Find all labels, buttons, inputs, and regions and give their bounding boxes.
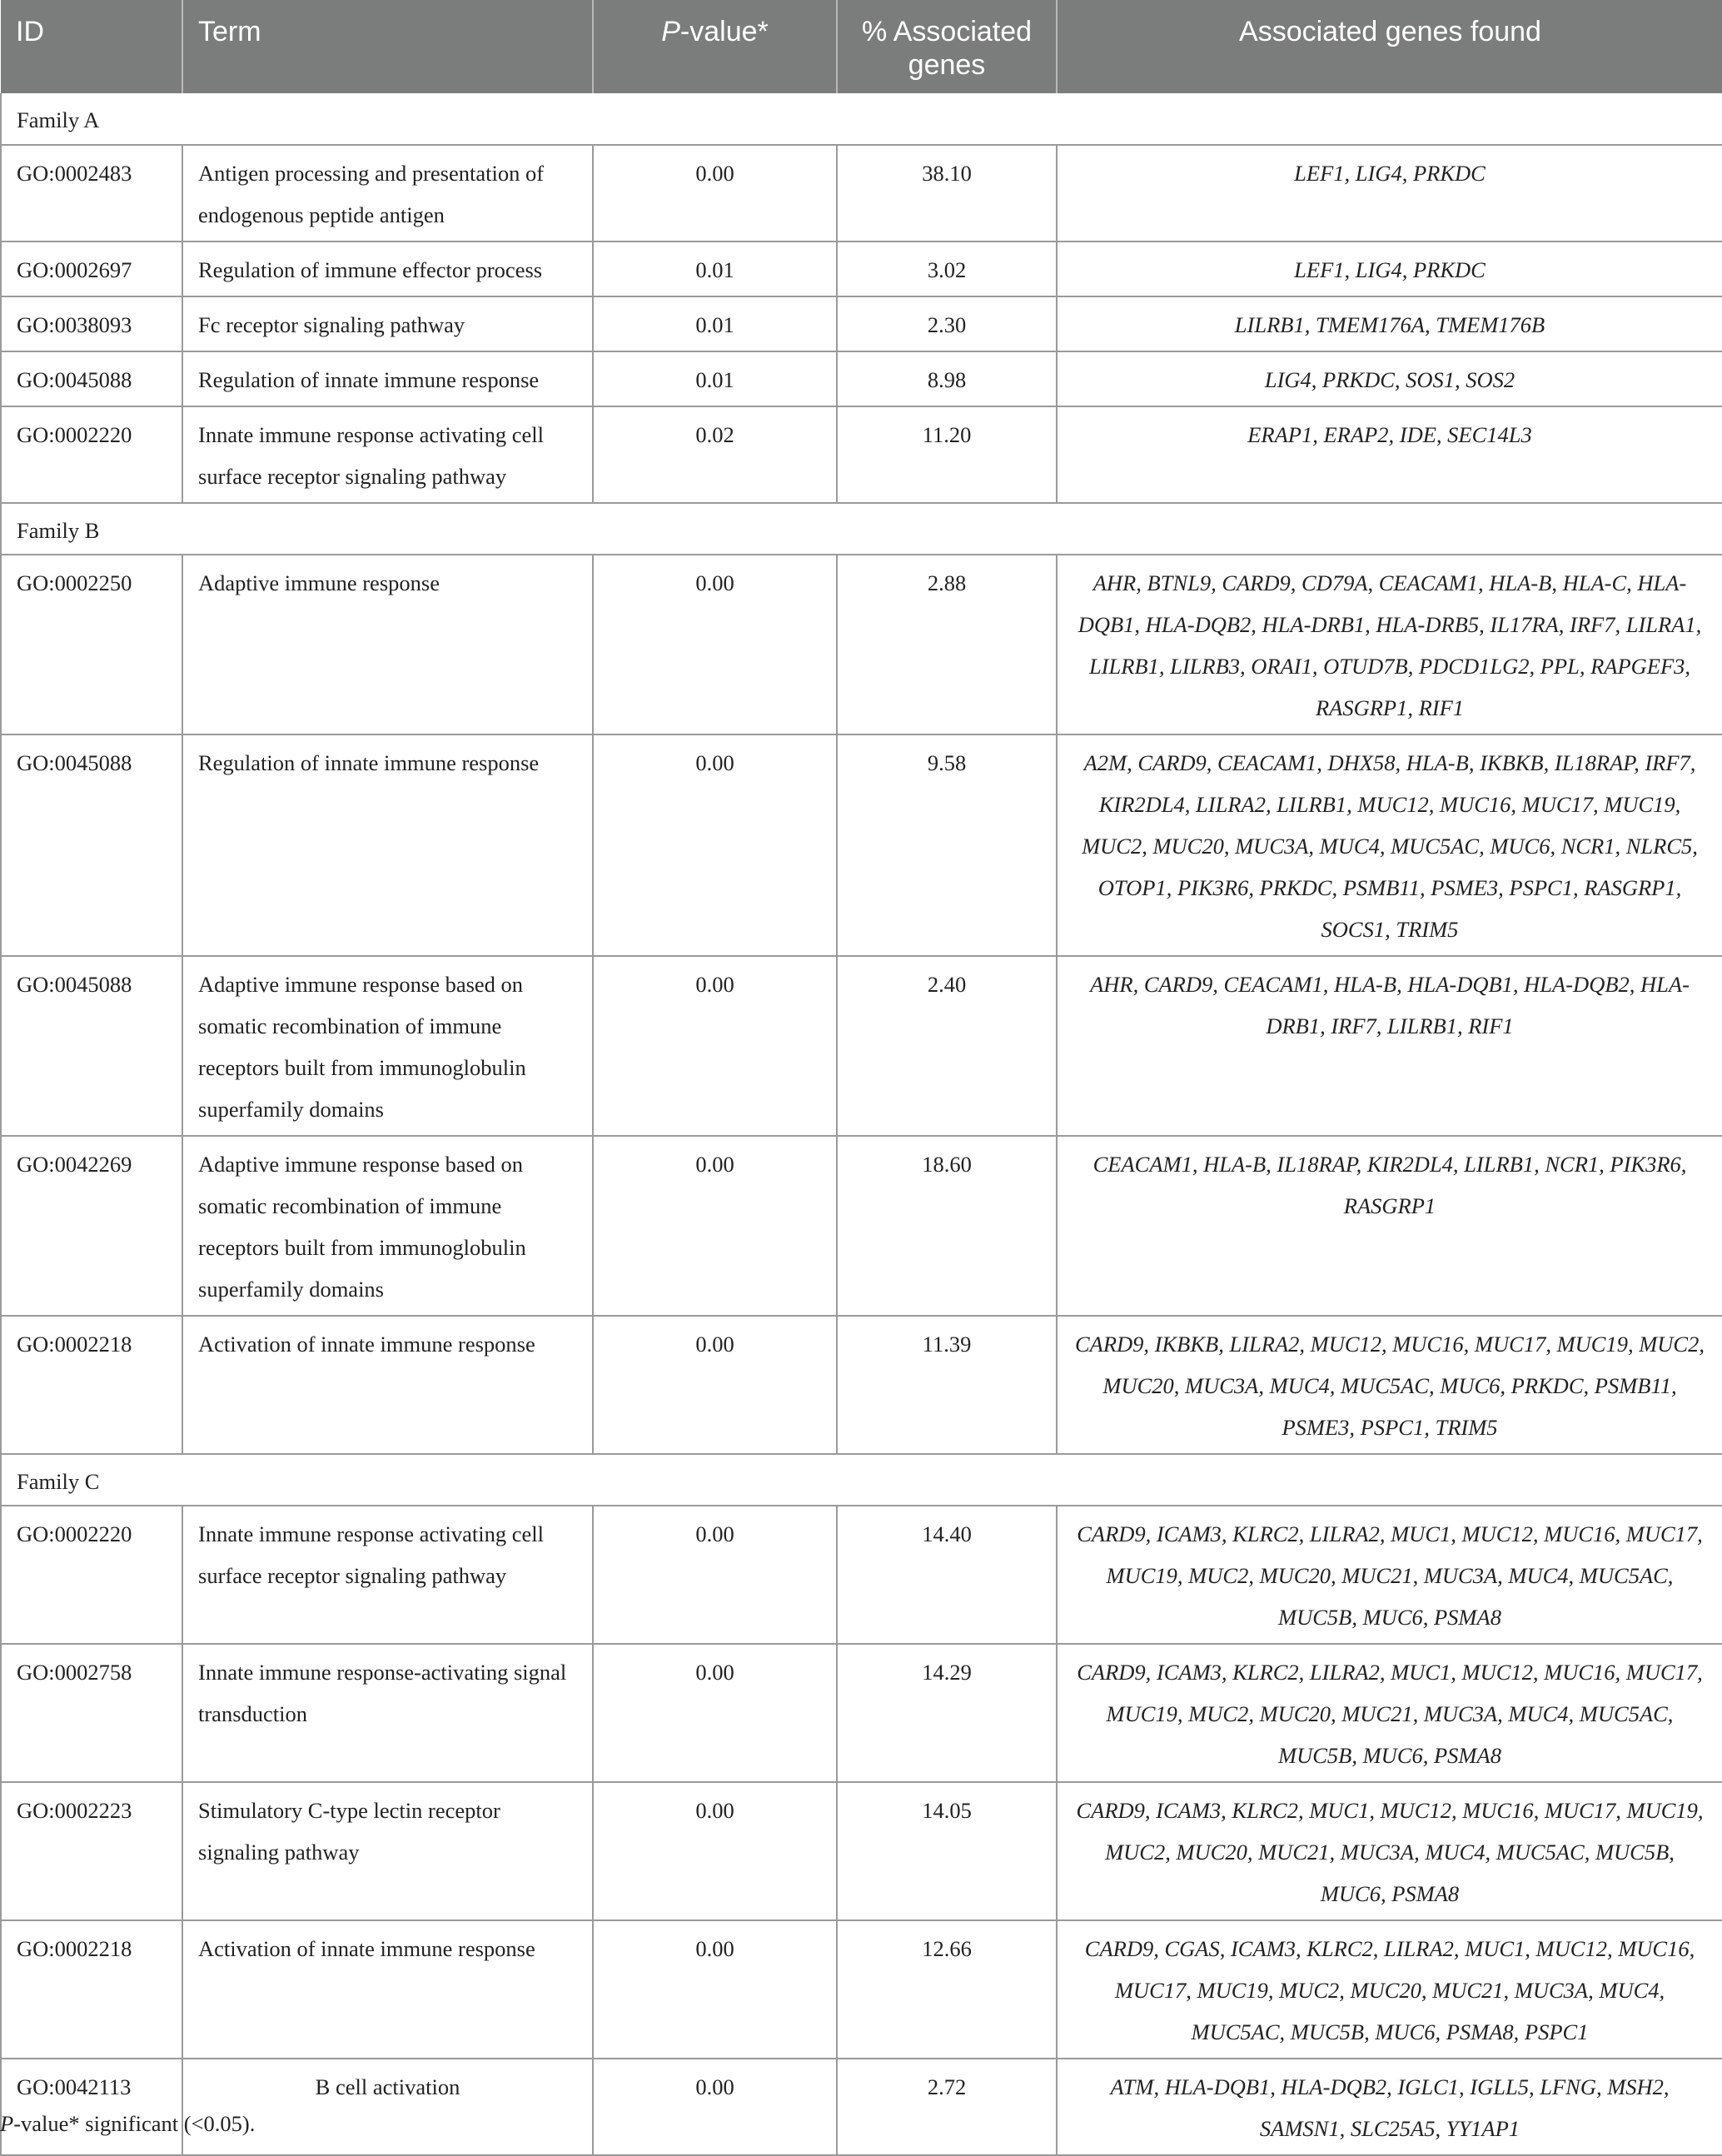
associated-pct-cell: 14.40 xyxy=(837,1506,1057,1644)
family-label: Family A xyxy=(1,93,1722,145)
go-id-cell: GO:0002483 xyxy=(1,145,182,241)
table-row xyxy=(1,1136,1722,1316)
table-row xyxy=(1,956,1722,1136)
table-row xyxy=(1,1782,1722,1920)
header-associated-genes: Associated genes found xyxy=(1057,0,1722,93)
table-row xyxy=(1,406,1722,503)
associated-genes-cell: CARD9, ICAM3, KLRC2, MUC1, MUC12, MUC16, MUC17, MUC19, MUC2, MUC20, MUC21, MUC3A, MUC4, MUC5AC, MUC5B, MUC6, PSMA8 xyxy=(1057,1782,1722,1920)
pvalue-cell: 0.00 xyxy=(593,1782,837,1920)
term-cell: Regulation of immune effector process xyxy=(182,241,593,296)
term-cell: Innate immune response activating cell surface receptor signaling pathway xyxy=(182,406,593,503)
associated-pct-cell: 11.39 xyxy=(837,1316,1057,1454)
go-id-cell: GO:0002697 xyxy=(1,241,182,296)
family-row xyxy=(1,503,1722,555)
go-id-cell: GO:0002220 xyxy=(1,406,182,503)
pvalue-cell: 0.00 xyxy=(593,1136,837,1316)
table-row xyxy=(1,734,1722,956)
header-associated-pct: % Associated genes xyxy=(837,0,1057,93)
term-cell: Activation of innate immune response xyxy=(182,1920,593,2059)
associated-genes-cell: CARD9, CGAS, ICAM3, KLRC2, LILRA2, MUC1, MUC12, MUC16, MUC17, MUC19, MUC2, MUC20, MUC21, MUC3A, MUC4, MUC5AC, MUC5B, MUC6, PSMA8, PSPC1 xyxy=(1057,1920,1722,2059)
term-cell: Activation of innate immune response xyxy=(182,1316,593,1454)
table-row xyxy=(1,1644,1722,1782)
go-id-cell: GO:0045088 xyxy=(1,351,182,406)
pvalue-cell: 0.01 xyxy=(593,241,837,296)
family-row xyxy=(1,1454,1722,1506)
go-id-cell: GO:0042113 xyxy=(1,2059,182,2155)
term-cell: Innate immune response activating cell surface receptor signaling pathway xyxy=(182,1506,593,1644)
term-cell: Innate immune response-activating signal transduction xyxy=(182,1644,593,1782)
term-cell: Stimulatory C-type lectin receptor signaling pathway xyxy=(182,1782,593,1920)
go-id-cell: GO:0002218 xyxy=(1,1316,182,1454)
header-pvalue: P-value* xyxy=(593,0,837,93)
pvalue-cell: 0.00 xyxy=(593,145,837,241)
pvalue-cell: 0.00 xyxy=(593,734,837,956)
pvalue-cell: 0.01 xyxy=(593,351,837,406)
footnote: P-value* significant (<0.05). xyxy=(0,2111,256,2136)
associated-genes-cell: LILRB1, TMEM176A, TMEM176B xyxy=(1057,296,1722,351)
table-row xyxy=(1,1316,1722,1454)
associated-pct-cell: 2.88 xyxy=(837,555,1057,734)
associated-genes-cell: LEF1, LIG4, PRKDC xyxy=(1057,241,1722,296)
term-cell: Regulation of innate immune response xyxy=(182,734,593,956)
family-label: Family C xyxy=(1,1454,1722,1506)
term-cell: Fc receptor signaling pathway xyxy=(182,296,593,351)
go-id-cell: GO:0045088 xyxy=(1,734,182,956)
table-row xyxy=(1,555,1722,734)
go-id-cell: GO:0002223 xyxy=(1,1782,182,1920)
pvalue-cell: 0.00 xyxy=(593,555,837,734)
associated-genes-cell: CARD9, ICAM3, KLRC2, LILRA2, MUC1, MUC12, MUC16, MUC17, MUC19, MUC2, MUC20, MUC21, MUC3A, MUC4, MUC5AC, MUC5B, MUC6, PSMA8 xyxy=(1057,1506,1722,1644)
associated-pct-cell: 14.29 xyxy=(837,1644,1057,1782)
associated-pct-cell: 2.30 xyxy=(837,296,1057,351)
associated-pct-cell: 2.40 xyxy=(837,956,1057,1136)
table-row xyxy=(1,1920,1722,2059)
go-id-cell: GO:0038093 xyxy=(1,296,182,351)
go-id-cell: GO:0002218 xyxy=(1,1920,182,2059)
associated-genes-cell: CEACAM1, HLA-B, IL18RAP, KIR2DL4, LILRB1, NCR1, PIK3R6, RASGRP1 xyxy=(1057,1136,1722,1316)
associated-genes-cell: AHR, CARD9, CEACAM1, HLA-B, HLA-DQB1, HLA-DQB2, HLA-DRB1, IRF7, LILRB1, RIF1 xyxy=(1057,956,1722,1136)
associated-pct-cell: 38.10 xyxy=(837,145,1057,241)
associated-genes-cell: CARD9, IKBKB, LILRA2, MUC12, MUC16, MUC17, MUC19, MUC2, MUC20, MUC3A, MUC4, MUC5AC, MUC6, PRKDC, PSMB11, PSME3, PSPC1, TRIM5 xyxy=(1057,1316,1722,1454)
term-cell: Adaptive immune response based on somatic recombination of immune receptors built from immunoglobulin superfamily domains xyxy=(182,956,593,1136)
table-row xyxy=(1,296,1722,351)
pvalue-cell: 0.02 xyxy=(593,406,837,503)
term-cell: Antigen processing and presentation of endogenous peptide antigen xyxy=(182,145,593,241)
associated-genes-cell: AHR, BTNL9, CARD9, CD79A, CEACAM1, HLA-B, HLA-C, HLA-DQB1, HLA-DQB2, HLA-DRB1, HLA-DRB5, IL17RA, IRF7, LILRA1, LILRB1, LILRB3, ORAI1, OTUD7B, PDCD1LG2, PPL, RAPGEF3, RASGRP1, RIF1 xyxy=(1057,555,1722,734)
associated-pct-cell: 18.60 xyxy=(837,1136,1057,1316)
family-row xyxy=(1,93,1722,145)
associated-genes-cell: LEF1, LIG4, PRKDC xyxy=(1057,145,1722,241)
associated-pct-cell: 14.05 xyxy=(837,1782,1057,1920)
go-id-cell: GO:0045088 xyxy=(1,956,182,1136)
associated-pct-cell: 3.02 xyxy=(837,241,1057,296)
go-id-cell: GO:0002250 xyxy=(1,555,182,734)
associated-pct-cell: 11.20 xyxy=(837,406,1057,503)
pvalue-cell: 0.00 xyxy=(593,956,837,1136)
term-cell: Adaptive immune response based on somatic recombination of immune receptors built from immunoglobulin superfamily domains xyxy=(182,1136,593,1316)
term-cell: Adaptive immune response xyxy=(182,555,593,734)
family-label: Family B xyxy=(1,503,1722,555)
pvalue-cell: 0.00 xyxy=(593,1920,837,2059)
term-cell: Regulation of innate immune response xyxy=(182,351,593,406)
table-body xyxy=(1,93,1722,2155)
pvalue-cell: 0.01 xyxy=(593,296,837,351)
associated-genes-cell: A2M, CARD9, CEACAM1, DHX58, HLA-B, IKBKB, IL18RAP, IRF7, KIR2DL4, LILRA2, LILRB1, MUC12, MUC16, MUC17, MUC19, MUC2, MUC20, MUC3A, MUC4, MUC5AC, MUC6, NCR1, NLRC5, OTOP1, PIK3R6, PRKDC, PSMB11, PSME3, PSPC1, RASGRP1, SOCS1, TRIM5 xyxy=(1057,734,1722,956)
associated-genes-cell: CARD9, ICAM3, KLRC2, LILRA2, MUC1, MUC12, MUC16, MUC17, MUC19, MUC2, MUC20, MUC21, MUC3A, MUC4, MUC5AC, MUC5B, MUC6, PSMA8 xyxy=(1057,1644,1722,1782)
associated-pct-cell: 12.66 xyxy=(837,1920,1057,2059)
associated-pct-cell: 2.72 xyxy=(837,2059,1057,2155)
pvalue-cell: 0.00 xyxy=(593,1644,837,1782)
table-row xyxy=(1,241,1722,296)
pvalue-cell: 0.00 xyxy=(593,2059,837,2155)
table-row xyxy=(1,351,1722,406)
go-id-cell: GO:0002220 xyxy=(1,1506,182,1644)
associated-pct-cell: 8.98 xyxy=(837,351,1057,406)
pvalue-cell: 0.00 xyxy=(593,1316,837,1454)
table-header xyxy=(1,0,1722,93)
go-id-cell: GO:0002758 xyxy=(1,1644,182,1782)
table-row xyxy=(1,2059,1722,2155)
associated-genes-cell: LIG4, PRKDC, SOS1, SOS2 xyxy=(1057,351,1722,406)
term-cell: B cell activation xyxy=(182,2059,593,2155)
associated-genes-cell: ATM, HLA-DQB1, HLA-DQB2, IGLC1, IGLL5, LFNG, MSH2, SAMSN1, SLC25A5, YY1AP1 xyxy=(1057,2059,1722,2155)
header-id: ID xyxy=(1,0,182,93)
associated-pct-cell: 9.58 xyxy=(837,734,1057,956)
pvalue-cell: 0.00 xyxy=(593,1506,837,1644)
header-term: Term xyxy=(182,0,593,93)
table-row xyxy=(1,145,1722,241)
table-row xyxy=(1,1506,1722,1644)
associated-genes-cell: ERAP1, ERAP2, IDE, SEC14L3 xyxy=(1057,406,1722,503)
go-id-cell: GO:0042269 xyxy=(1,1136,182,1316)
